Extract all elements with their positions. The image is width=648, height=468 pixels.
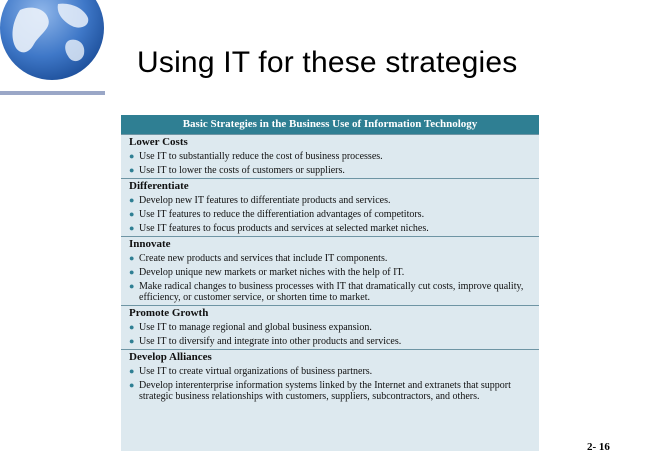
bullet-icon: ● — [129, 336, 135, 346]
bullet-icon: ● — [129, 281, 135, 291]
list-item: ● Use IT to substantially reduce the cost of business processes. — [129, 151, 383, 162]
section-differentiate — [121, 178, 539, 236]
list-item: ● Use IT features to reduce the differentiation advantages of competitors. — [129, 209, 425, 220]
title-underline-bar — [0, 91, 105, 95]
strategies-table — [121, 115, 539, 451]
bullet-icon: ● — [129, 195, 135, 205]
list-item: ● Develop new IT features to differentiate products and services. — [129, 195, 391, 206]
section-title: Lower Costs — [129, 136, 188, 148]
list-item: ● Create new products and services that include IT components. — [129, 253, 388, 264]
bullet-icon: ● — [129, 209, 135, 219]
list-item: ● Use IT to create virtual organizations of business partners. — [129, 366, 373, 377]
section-title: Differentiate — [129, 180, 189, 192]
bullet-icon: ● — [129, 223, 135, 233]
list-item: ● Use IT features to focus products and services at selected market niches. — [129, 223, 429, 234]
section-title: Develop Alliances — [129, 351, 212, 363]
list-item: ● Make radical changes to business processes with IT that dramatically cut costs, improve quality, efficiency, or customer service, or shorten time to market. — [129, 281, 524, 303]
bullet-icon: ● — [129, 151, 135, 161]
section-develop-alliances — [121, 349, 539, 404]
section-title: Innovate — [129, 238, 171, 250]
list-item: ● Use IT to lower the costs of customers or suppliers. — [129, 165, 345, 176]
bullet-icon: ● — [129, 165, 135, 175]
list-item: ● Develop unique new markets or market niches with the help of IT. — [129, 267, 405, 278]
bullet-icon: ● — [129, 366, 135, 376]
bullet-icon: ● — [129, 380, 135, 390]
list-item: ● Use IT to manage regional and global business expansion. — [129, 322, 372, 333]
bullet-icon: ● — [129, 253, 135, 263]
section-promote-growth — [121, 305, 539, 349]
globe-logo — [0, 0, 110, 100]
bullet-icon: ● — [129, 267, 135, 277]
bullet-icon: ● — [129, 322, 135, 332]
list-item: ● Develop interenterprise information systems linked by the Internet and extranets that support strategic business relationships with customers, suppliers, subcontractors, and others. — [129, 380, 511, 402]
page-number: 2- 16 — [587, 441, 610, 453]
globe-icon — [0, 0, 110, 100]
section-lower-costs — [121, 134, 539, 178]
section-title: Promote Growth — [129, 307, 209, 319]
table-header: Basic Strategies in the Business Use of Information Technology — [121, 115, 539, 134]
slide-title: Using IT for these strategies — [137, 46, 518, 79]
section-innovate — [121, 236, 539, 305]
list-item: ● Use IT to diversify and integrate into other products and services. — [129, 336, 402, 347]
